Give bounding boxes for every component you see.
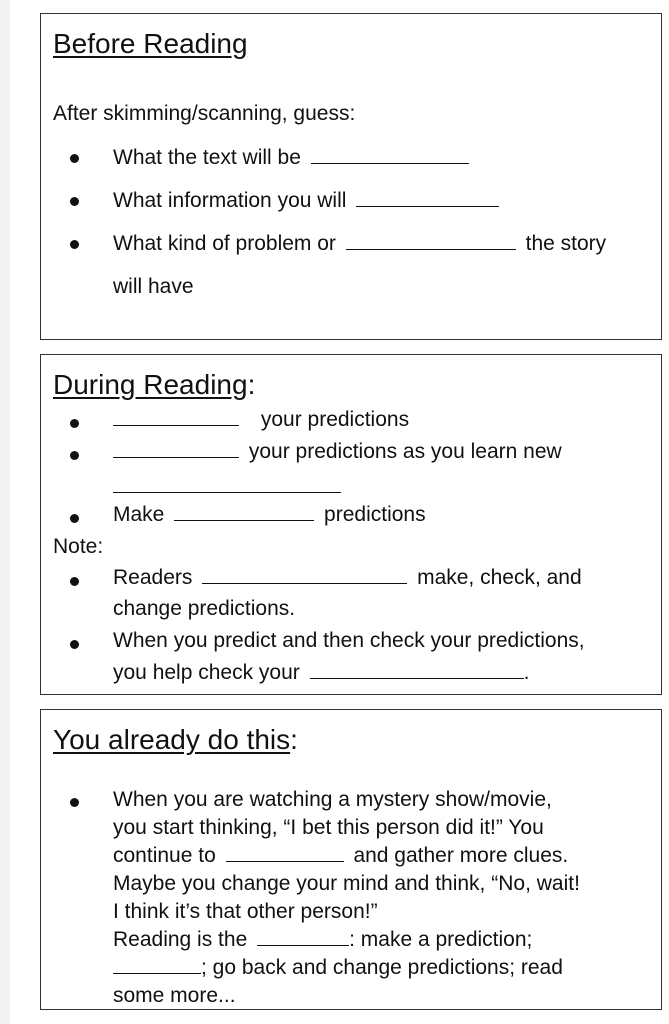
during-item-2-text: your predictions as you learn new — [248, 440, 562, 463]
fill-blank — [257, 944, 349, 946]
fill-blank — [311, 162, 469, 164]
note-item-1-text-a: Readers — [113, 566, 193, 589]
note-item-1 — [113, 566, 582, 590]
during-item-3 — [113, 503, 426, 527]
bullet-icon — [70, 419, 79, 428]
before-item-3 — [113, 232, 606, 256]
before-item-3-cont: will have — [113, 275, 194, 298]
note-item-1-text-b: make, check, and — [417, 566, 582, 589]
bullet-icon — [70, 154, 79, 163]
before-reading-section — [40, 13, 662, 340]
already-line-7-text: ; go back and change predictions; read — [201, 956, 563, 979]
note-item-1-cont: change predictions. — [113, 597, 296, 620]
fill-blank — [346, 248, 516, 250]
fill-blank — [356, 205, 499, 207]
during-reading-heading-wrap — [53, 369, 255, 401]
already-line-3 — [113, 844, 568, 868]
already-line-8: some more... — [113, 984, 236, 1007]
already-line-6 — [113, 928, 532, 952]
already-line-3-text-b: and gather more clues. — [353, 844, 569, 867]
already-line-3-text-a: continue to — [113, 844, 216, 867]
already-heading: You already do this — [53, 724, 291, 755]
already-line-4: Maybe you change your mind and think, “No, wait! — [113, 872, 580, 895]
bullet-icon — [70, 197, 79, 206]
during-item-1 — [113, 408, 409, 432]
fill-blank — [113, 972, 201, 974]
before-item-2 — [113, 189, 499, 213]
fill-blank — [310, 677, 524, 679]
fill-blank — [113, 492, 341, 493]
already-line-6-text-a: Reading is the — [113, 928, 248, 951]
already-line-2: you start thinking, “I bet this person did it!” You — [113, 816, 544, 839]
already-do-this-section — [40, 709, 662, 1010]
already-line-5: I think it’s that other person!” — [113, 900, 378, 923]
bullet-icon — [70, 240, 79, 249]
bullet-icon — [70, 640, 79, 649]
note-item-2-cont — [113, 661, 529, 685]
heading-colon: : — [290, 724, 298, 755]
during-reading-heading: During Reading — [53, 369, 248, 400]
already-heading-wrap — [53, 724, 298, 756]
during-item-1-text: your predictions — [260, 408, 410, 431]
already-line-7 — [113, 956, 563, 980]
heading-colon: : — [247, 369, 256, 400]
fill-blank — [113, 424, 239, 426]
before-intro: After skimming/scanning, guess: — [53, 102, 356, 125]
note-item-2-text-b: you help check your — [113, 661, 300, 684]
during-item-3-text-b: predictions — [324, 503, 426, 526]
during-item-2 — [113, 440, 562, 464]
fill-blank — [113, 456, 239, 458]
fill-blank — [202, 582, 407, 584]
during-reading-section — [40, 354, 662, 695]
note-item-2-period: . — [523, 661, 530, 684]
before-item-2-text: What information you will — [113, 189, 347, 212]
note-label: Note: — [53, 535, 104, 558]
before-item-3-text-b: the story — [525, 232, 607, 255]
already-line-1: When you are watching a mystery show/movie, — [113, 788, 552, 811]
fill-blank — [226, 860, 344, 862]
before-item-1 — [113, 146, 469, 170]
bullet-icon — [70, 798, 79, 807]
bullet-icon — [70, 514, 79, 523]
before-item-1-text: What the text will be — [113, 146, 301, 169]
before-reading-heading: Before Reading — [53, 28, 248, 59]
fill-blank — [174, 519, 314, 521]
already-line-6-text-b: : make a prediction; — [349, 928, 533, 951]
bullet-icon — [70, 577, 79, 586]
during-item-3-text-a: Make — [113, 503, 165, 526]
before-item-3-text-a: What kind of problem or — [113, 232, 336, 255]
bullet-icon — [70, 451, 79, 460]
note-item-2: When you predict and then check your predictions, — [113, 629, 585, 652]
